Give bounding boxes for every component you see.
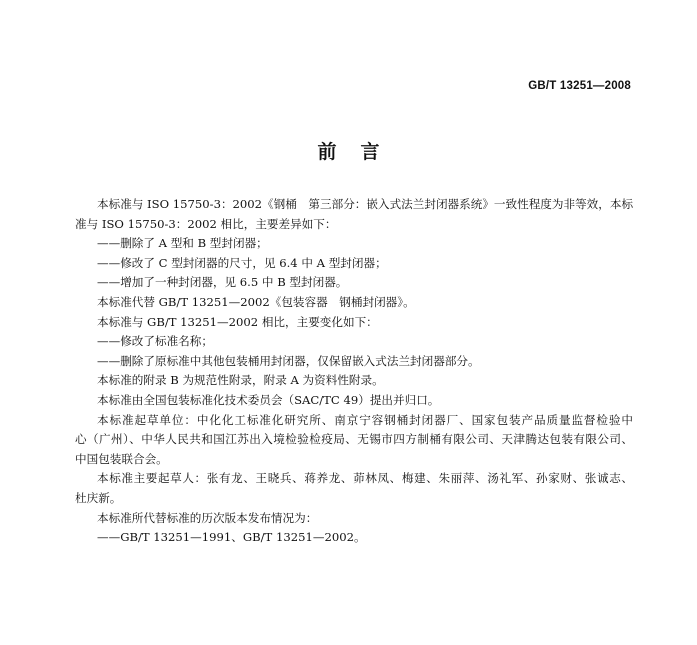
paragraph-line: 本标准主要起草人：张有龙、王晓兵、蒋养龙、茆林凤、梅建、朱丽萍、汤礼军、孙家财、张诚志、: [97, 471, 633, 486]
page-title: 前言: [317, 141, 404, 163]
foreword-body: [75, 195, 633, 548]
paragraph-line: 本标准的附录 B 为规范性附录，附录 A 为资料性附录。: [97, 373, 384, 388]
paragraph-line: 准与 ISO 15750-3：2002 相比，主要差异如下：: [75, 216, 337, 231]
list-item: ——GB/T 13251—1991、GB/T 13251—2002。: [97, 530, 366, 545]
list-item: ——删除了 A 型和 B 型封闭器；: [97, 236, 268, 251]
paragraph-line: 心（广州）、中华人民共和国江苏出入境检验检疫局、无锡市四方制桶有限公司、天津腾达包装有限公司、: [75, 432, 633, 447]
paragraph-line: 本标准所代替标准的历次版本发布情况为：: [97, 510, 318, 525]
paragraph-line: 本标准由全国包装标准化技术委员会（SAC/TC 49）提出并归口。: [97, 392, 440, 407]
standard-code-header: GB/T 13251—2008: [528, 80, 631, 92]
paragraph-line: 本标准与 ISO 15750-3：2002《钢桶 第三部分：嵌入式法兰封闭器系统》一致性程度为非等效，本标: [97, 197, 633, 211]
paragraph-line: 中国包装联合会。: [75, 451, 168, 466]
list-item: ——删除了原标准中其他包装桶用封闭器，仅保留嵌入式法兰封闭器部分。: [97, 353, 480, 368]
paragraph-line: 本标准代替 GB/T 13251—2002《包装容器 钢桶封闭器》。: [97, 294, 415, 309]
list-item: ——修改了 C 型封闭器的尺寸，见 6.4 中 A 型封闭器；: [97, 255, 387, 270]
list-item: ——增加了一种封闭器，见 6.5 中 B 型封闭器。: [97, 275, 348, 290]
paragraph-line: 杜庆新。: [75, 490, 122, 505]
paragraph-line: 本标准起草单位：中化化工标准化研究所、南京宁容钢桶封闭器厂、国家包装产品质量监督检验中: [97, 412, 633, 427]
paragraph-line: 本标准与 GB/T 13251—2002 相比，主要变化如下：: [97, 314, 378, 329]
list-item: ——修改了标准名称；: [97, 334, 213, 349]
